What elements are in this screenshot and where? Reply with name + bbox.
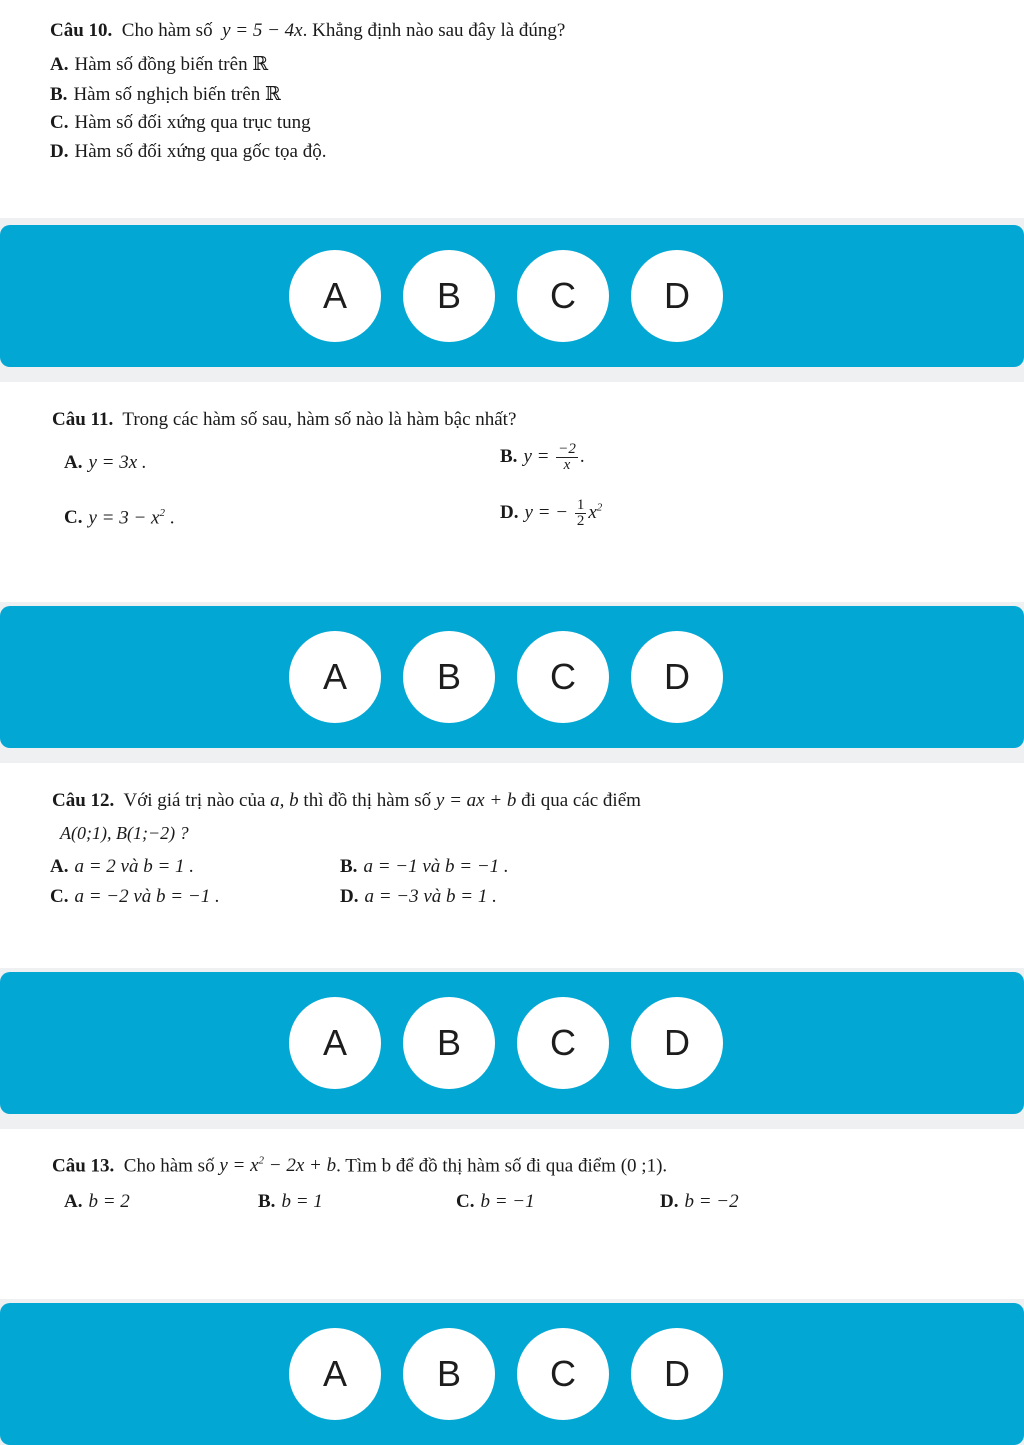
- answer-button-d[interactable]: D: [631, 631, 723, 723]
- question-card-12: [0, 763, 1024, 968]
- option-a: A. b = 2: [64, 1191, 130, 1212]
- answer-button-b[interactable]: B: [403, 997, 495, 1089]
- answer-button-a[interactable]: A: [289, 997, 381, 1089]
- answer-button-b[interactable]: B: [403, 1328, 495, 1420]
- option-c: C. $y = 3 - x^2$ .: [64, 507, 175, 529]
- answer-button-d[interactable]: D: [631, 1328, 723, 1420]
- question-number: Câu 12.: [52, 790, 115, 811]
- question-card-11: [0, 382, 1024, 602]
- option-a: A. a = 2 và b = 1 .: [50, 856, 195, 877]
- answer-button-b[interactable]: B: [403, 250, 495, 342]
- option-d: D. Hàm số đối xứng qua gốc tọa độ.: [50, 141, 327, 162]
- question-text: Câu 10. Cho hàm số y = 5 − 4x. Khẳng định nào sau đây là đúng?: [50, 20, 566, 41]
- answer-button-b[interactable]: B: [403, 631, 495, 723]
- option-b: B. b = 1: [258, 1191, 323, 1212]
- answer-bar-10: [0, 225, 1024, 367]
- option-c: C. a = −2 và b = −1 .: [50, 886, 220, 907]
- question-card-10: [0, 0, 1024, 218]
- option-d: D. y = − $\frac{1}{2}$ $x^2$: [500, 497, 603, 529]
- option-c: C. Hàm số đối xứng qua trục tung: [50, 112, 311, 133]
- formula: $y = x^2 - 2x + b$: [219, 1155, 337, 1177]
- answer-button-a[interactable]: A: [289, 250, 381, 342]
- answer-button-d[interactable]: D: [631, 997, 723, 1089]
- option-b: B. a = −1 và b = −1 .: [340, 856, 509, 877]
- answer-button-a[interactable]: A: [289, 631, 381, 723]
- answer-bar-12: [0, 972, 1024, 1114]
- option-a: A. Hàm số đồng biến trên ℝ: [50, 54, 269, 75]
- option-d: D. a = −3 và b = 1 .: [340, 886, 497, 907]
- question-text: Câu 11. Trong các hàm số sau, hàm số nào là hàm bậc nhất?: [52, 409, 517, 430]
- answer-button-c[interactable]: C: [517, 1328, 609, 1420]
- option-b: B. y = $\frac{-2}{x}$ .: [500, 441, 585, 473]
- question-number: Câu 13.: [52, 1155, 115, 1177]
- option-d: D. b = −2: [660, 1191, 739, 1212]
- question-card-13: [0, 1129, 1024, 1299]
- option-c: C. b = −1: [456, 1191, 535, 1212]
- answer-bar-11: [0, 606, 1024, 748]
- formula: y = ax + b: [435, 790, 517, 811]
- option-b: B. Hàm số nghịch biến trên ℝ: [50, 84, 281, 105]
- answer-bar-13: [0, 1303, 1024, 1445]
- answer-button-c[interactable]: C: [517, 250, 609, 342]
- option-a: A. y = 3x .: [64, 452, 147, 473]
- answer-button-c[interactable]: C: [517, 997, 609, 1089]
- question-number: Câu 10.: [50, 20, 113, 41]
- question-text: Câu 12. Với giá trị nào của a, b thì đồ thị hàm số y = ax + b đi qua các điểm: [52, 790, 641, 811]
- answer-button-c[interactable]: C: [517, 631, 609, 723]
- question-points: A(0;1), B(1;−2) ?: [60, 823, 189, 843]
- question-number: Câu 11.: [52, 409, 114, 430]
- answer-button-a[interactable]: A: [289, 1328, 381, 1420]
- question-text: Câu 13. Cho hàm số $y = x^2 - 2x + b$. Tìm b để đồ thị hàm số đi qua điểm (0 ;1).: [52, 1155, 668, 1177]
- formula: y = 5 − 4x: [222, 20, 303, 41]
- answer-button-d[interactable]: D: [631, 250, 723, 342]
